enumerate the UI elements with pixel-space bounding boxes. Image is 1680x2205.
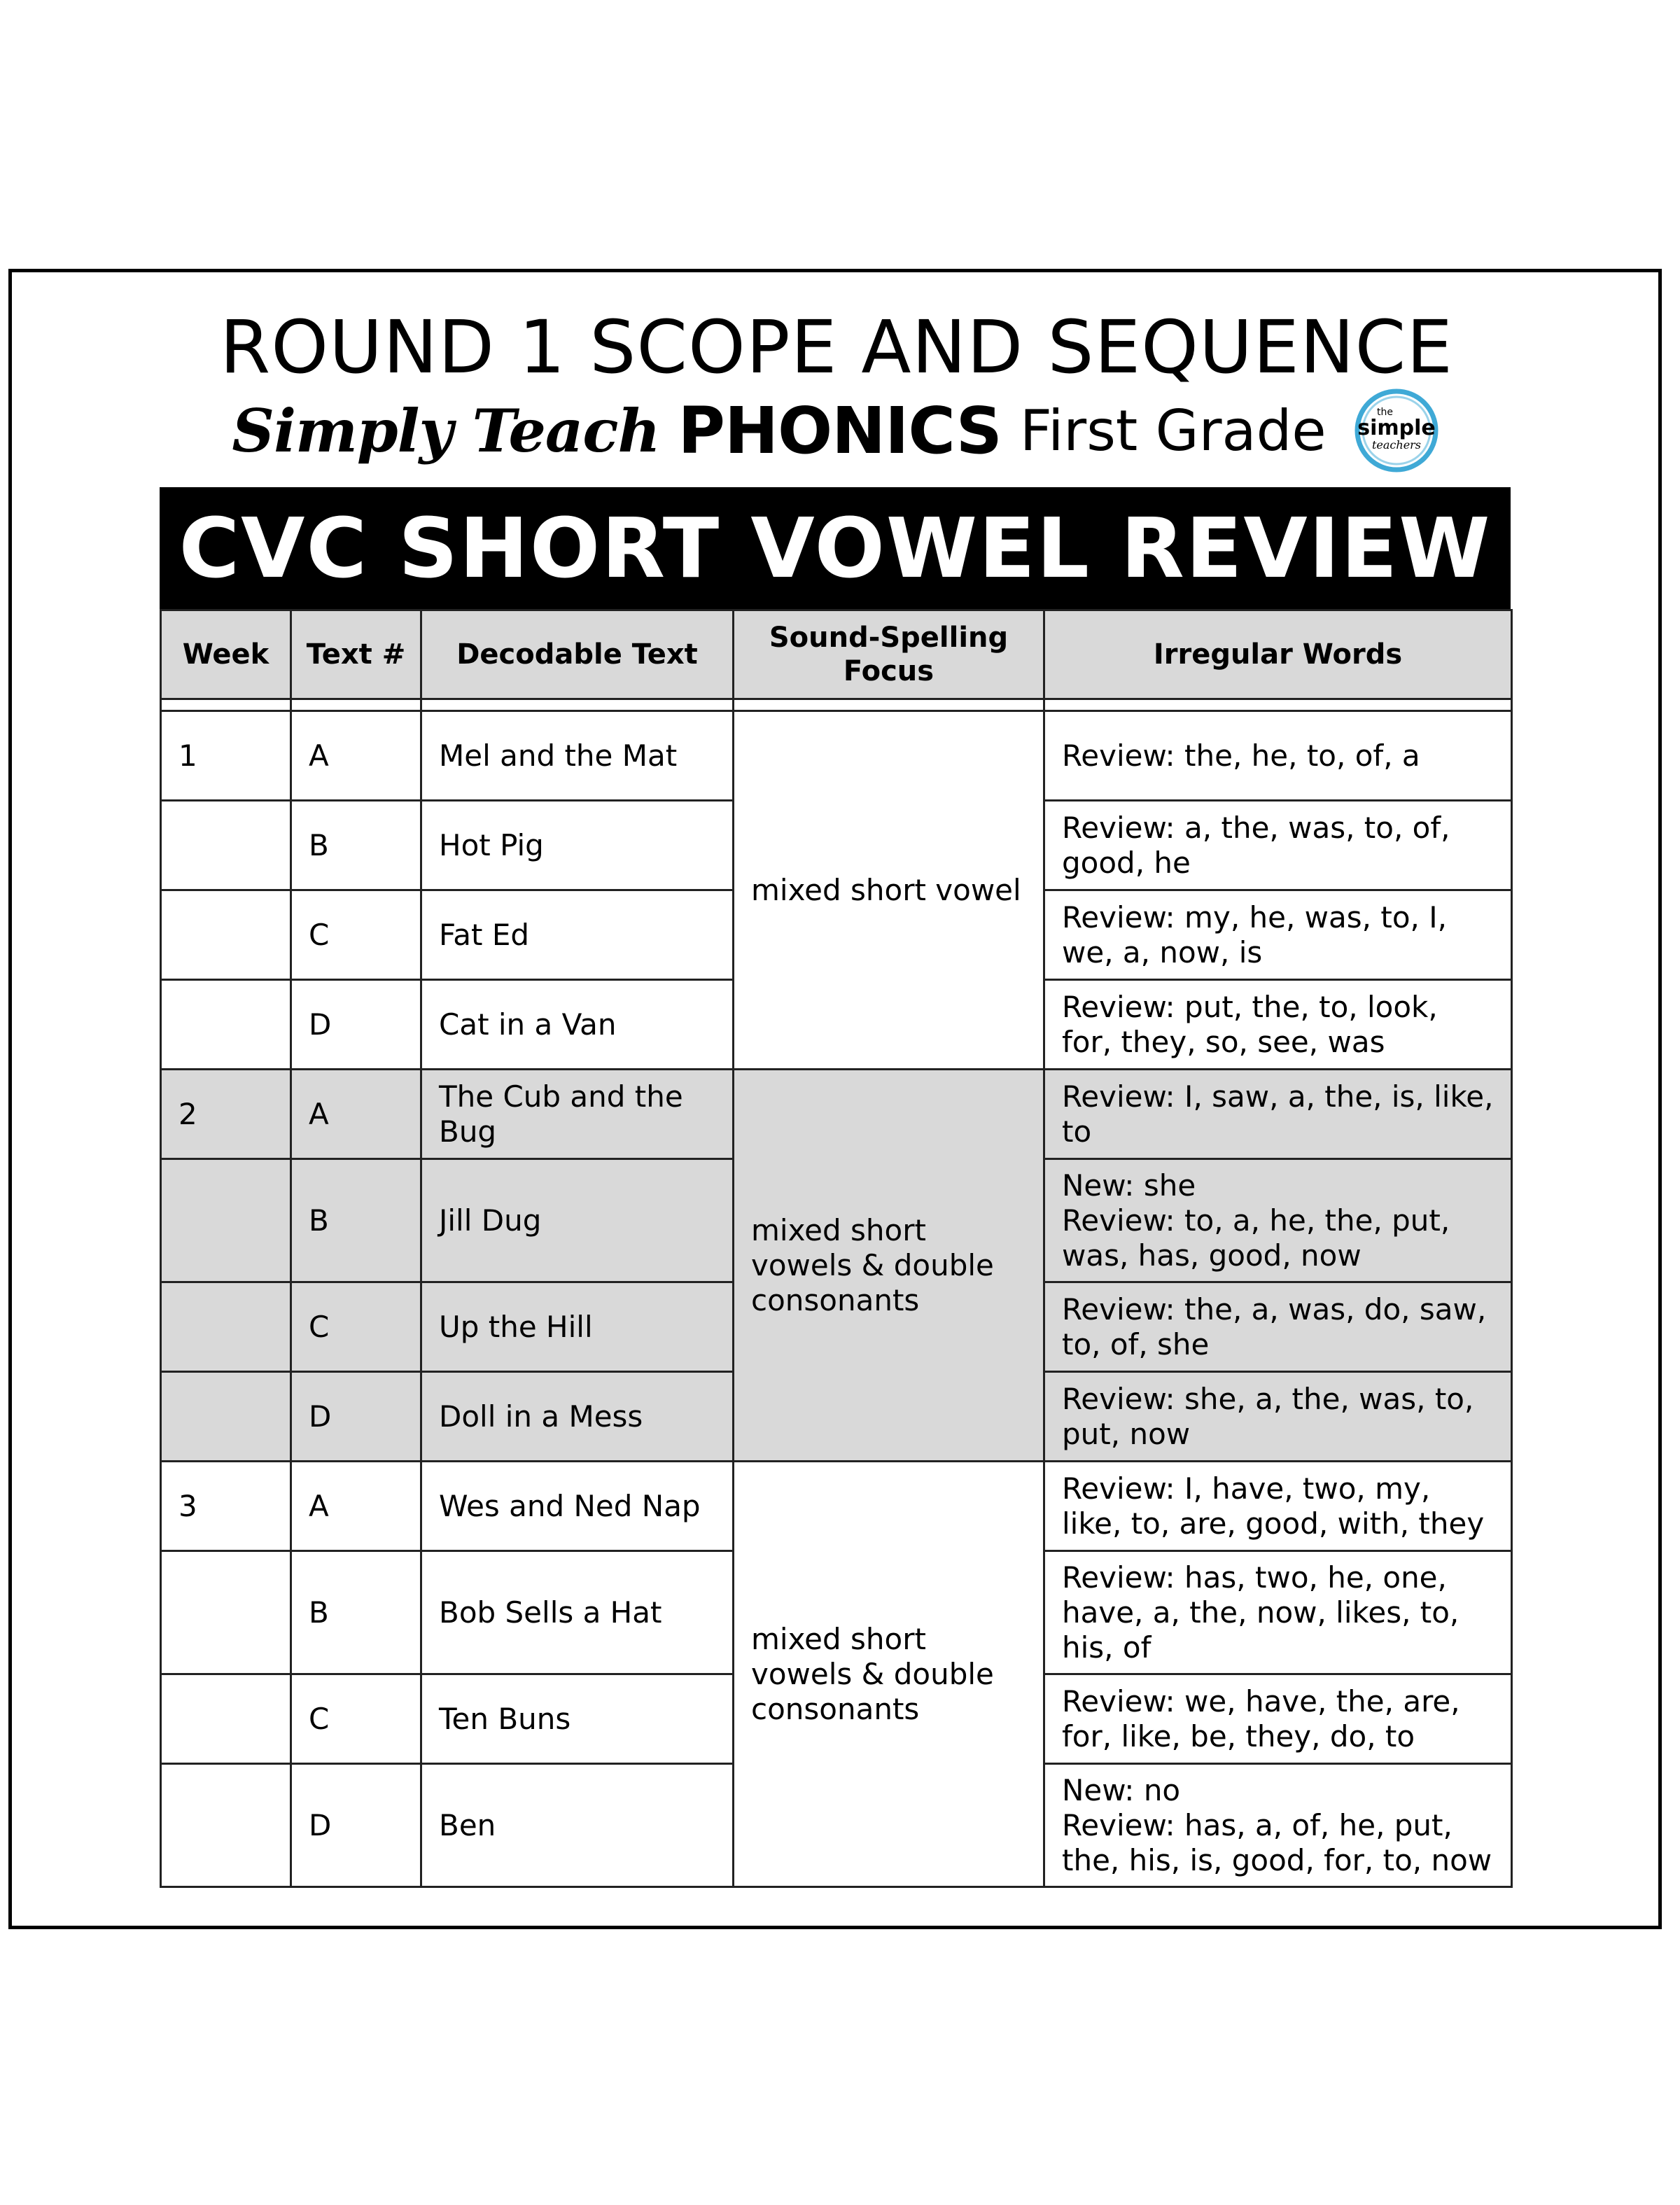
irregular-words-line: New: she — [1062, 1168, 1196, 1203]
decodable-text-cell: The Cub and the Bug — [421, 1070, 734, 1159]
brand-phonics: PHONICS — [678, 393, 1002, 468]
week-cell — [161, 1674, 291, 1764]
irregular-words-line: Review: I, saw, a, the, is, like, to — [1062, 1079, 1494, 1149]
irregular-words-cell — [1044, 1282, 1512, 1372]
spacer-cell — [161, 699, 291, 711]
table-row — [161, 711, 1512, 801]
spacer-cell — [1044, 699, 1512, 711]
svg-text:simple: simple — [1357, 416, 1436, 440]
decodable-text-cell: Doll in a Mess — [421, 1372, 734, 1462]
column-header-text-num: Text # — [291, 610, 421, 699]
section-banner: CVC SHORT VOWEL REVIEW — [160, 487, 1511, 609]
irregular-words-line: Review: I, have, two, my, like, to, are, good, with, they — [1062, 1471, 1485, 1541]
week-cell — [161, 1282, 291, 1372]
decodable-text-cell: Ben — [421, 1764, 734, 1887]
column-header-week: Week — [161, 610, 291, 699]
week-cell — [161, 980, 291, 1070]
text-number-cell: C — [291, 1282, 421, 1372]
spacer-cell — [291, 699, 421, 711]
decodable-text-cell: Bob Sells a Hat — [421, 1551, 734, 1674]
grade-label: First Grade — [1019, 398, 1326, 463]
sound-spelling-focus-cell: mixed short vowels & double consonants — [734, 1070, 1044, 1462]
decodable-text-cell: Up the Hill — [421, 1282, 734, 1372]
week-cell — [161, 1159, 291, 1282]
irregular-words-cell — [1044, 1372, 1512, 1462]
irregular-words-cell — [1044, 1764, 1512, 1887]
decodable-text-cell: Wes and Ned Nap — [421, 1462, 734, 1551]
irregular-words-cell — [1044, 801, 1512, 890]
header-spacer-row — [161, 699, 1512, 711]
column-header-irregular-words: Irregular Words — [1044, 610, 1512, 699]
week-cell — [161, 801, 291, 890]
decodable-text-cell: Jill Dug — [421, 1159, 734, 1282]
irregular-words-line: New: no — [1062, 1772, 1181, 1807]
week-cell — [161, 1372, 291, 1462]
text-number-cell: C — [291, 890, 421, 980]
sound-spelling-focus-cell: mixed short vowel — [734, 711, 1044, 1070]
text-number-cell: A — [291, 711, 421, 801]
irregular-words-cell — [1044, 1462, 1512, 1551]
text-number-cell: D — [291, 1372, 421, 1462]
irregular-words-cell — [1044, 980, 1512, 1070]
table-header-row — [161, 610, 1512, 699]
column-header-focus: Sound-Spelling Focus — [734, 610, 1044, 699]
text-number-cell: B — [291, 1159, 421, 1282]
irregular-words-cell — [1044, 1551, 1512, 1674]
decodable-text-cell: Hot Pig — [421, 801, 734, 890]
irregular-words-cell — [1044, 890, 1512, 980]
sound-spelling-focus-cell: mixed short vowels & double consonants — [734, 1462, 1044, 1887]
spacer-cell — [734, 699, 1044, 711]
svg-text:teachers: teachers — [1371, 438, 1421, 451]
table-row — [161, 1070, 1512, 1159]
irregular-words-line: Review: we, have, the, are, for, like, be, they, do, to — [1062, 1684, 1460, 1754]
text-number-cell: C — [291, 1674, 421, 1764]
text-number-cell: D — [291, 980, 421, 1070]
table-row — [161, 1462, 1512, 1551]
irregular-words-line: Review: she, a, the, was, to, put, now — [1062, 1381, 1474, 1451]
column-header-decodable-text: Decodable Text — [421, 610, 734, 699]
week-cell — [161, 890, 291, 980]
text-number-cell: D — [291, 1764, 421, 1887]
irregular-words-line: Review: has, a, of, he, put, the, his, is, good, for, to, now — [1062, 1807, 1492, 1877]
irregular-words-cell — [1044, 711, 1512, 801]
irregular-words-line: Review: a, the, was, to, of, good, he — [1062, 810, 1450, 880]
text-number-cell: B — [291, 801, 421, 890]
irregular-words-line: Review: put, the, to, look, for, they, so, see, was — [1062, 989, 1438, 1059]
text-number-cell: A — [291, 1070, 421, 1159]
program-subtitle — [0, 385, 1673, 476]
irregular-words-line: Review: the, he, to, of, a — [1062, 738, 1420, 773]
scope-sequence-table — [160, 609, 1513, 1888]
week-cell: 1 — [161, 711, 291, 801]
week-cell — [161, 1764, 291, 1887]
spacer-cell — [421, 699, 734, 711]
decodable-text-cell: Mel and the Mat — [421, 711, 734, 801]
irregular-words-cell — [1044, 1070, 1512, 1159]
week-cell: 3 — [161, 1462, 291, 1551]
irregular-words-line: Review: my, he, was, to, I, we, a, now, is — [1062, 899, 1447, 969]
svg-text:the: the — [1376, 407, 1393, 418]
irregular-words-cell — [1044, 1674, 1512, 1764]
week-cell: 2 — [161, 1070, 291, 1159]
decodable-text-cell: Cat in a Van — [421, 980, 734, 1070]
decodable-text-cell: Ten Buns — [421, 1674, 734, 1764]
irregular-words-cell — [1044, 1159, 1512, 1282]
decodable-text-cell: Fat Ed — [421, 890, 734, 980]
irregular-words-line: Review: has, two, he, one, have, a, the, now, likes, to, his, of — [1062, 1560, 1460, 1665]
brand-script: Simply Teach — [232, 396, 660, 465]
page-title: ROUND 1 SCOPE AND SEQUENCE — [219, 304, 1453, 390]
week-cell — [161, 1551, 291, 1674]
text-number-cell: A — [291, 1462, 421, 1551]
irregular-words-line: Review: the, a, was, do, saw, to, of, she — [1062, 1292, 1487, 1362]
text-number-cell: B — [291, 1551, 421, 1674]
simple-teachers-logo-icon — [1352, 386, 1441, 475]
irregular-words-line: Review: to, a, he, the, put, was, has, good, now — [1062, 1203, 1450, 1273]
